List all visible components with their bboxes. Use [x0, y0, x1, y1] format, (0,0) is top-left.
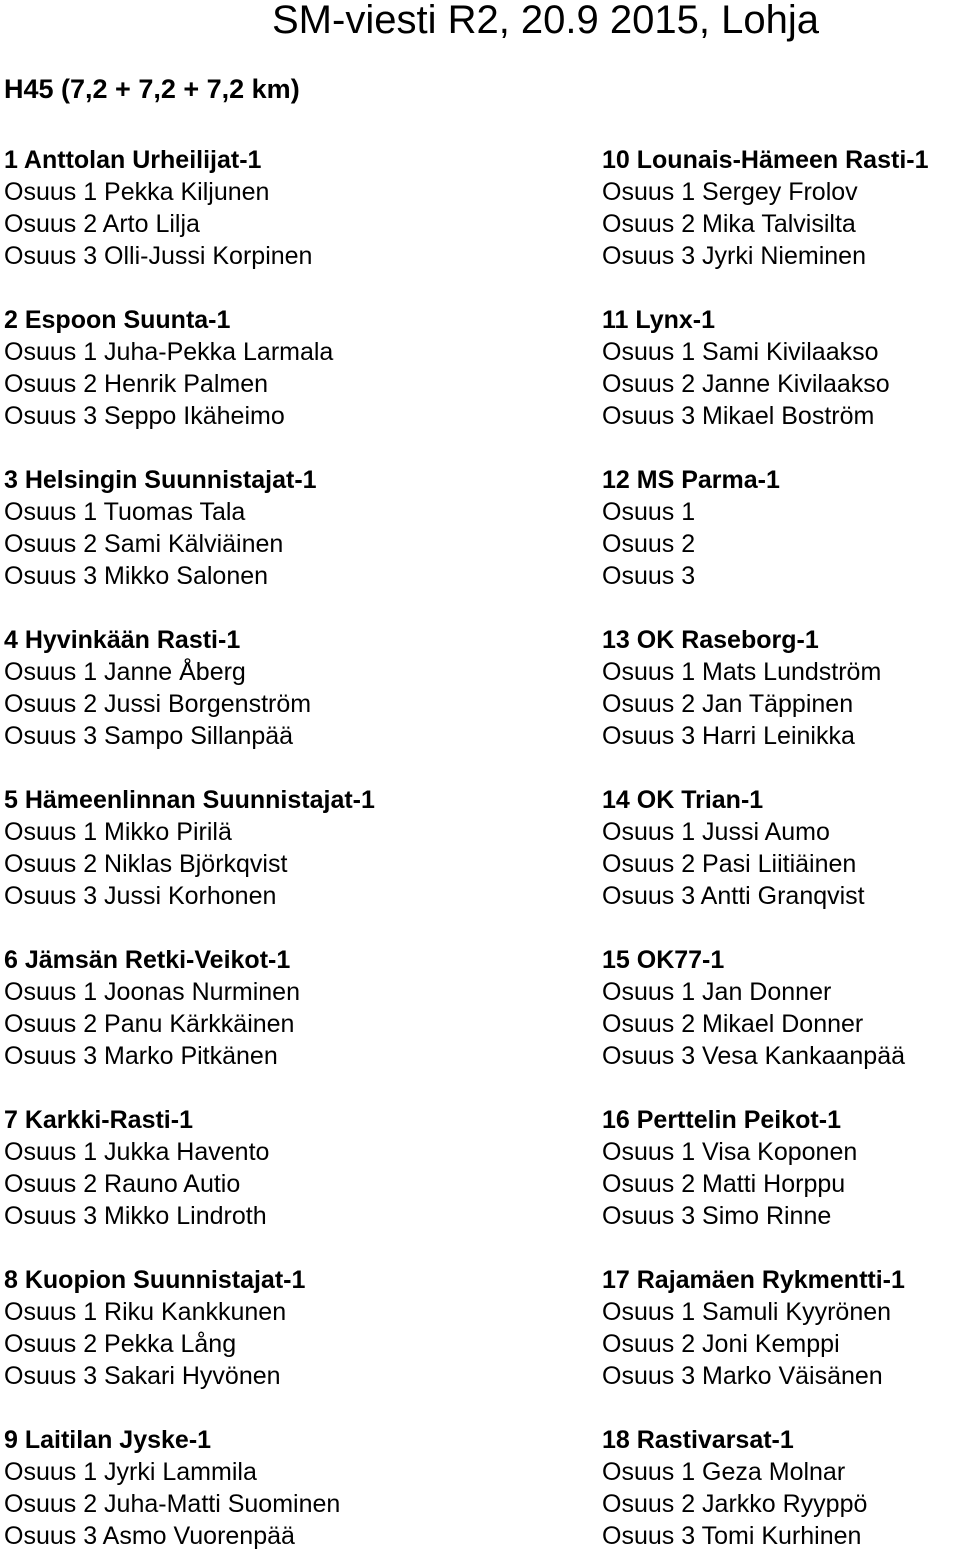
leg-runner: Osuus 1 Mikko Pirilä: [4, 818, 232, 846]
leg-runner: Osuus 1 Sergey Frolov: [602, 178, 858, 206]
leg-runner: Osuus 2 Janne Kivilaakso: [602, 370, 890, 398]
leg-runner: Osuus 2 Jarkko Ryyppö: [602, 1490, 868, 1518]
team-name: 5 Hämeenlinnan Suunnistajat-1: [4, 786, 375, 814]
leg-runner: Osuus 2 Joni Kemppi: [602, 1330, 840, 1358]
team-block: [602, 944, 960, 1072]
leg-runner: Osuus 2 Jan Täppinen: [602, 690, 854, 718]
team-name: 10 Lounais-Hämeen Rasti-1: [602, 146, 929, 174]
team-name: 3 Helsingin Suunnistajat-1: [4, 466, 317, 494]
leg-runner: Osuus 1 Jyrki Lammila: [4, 1458, 257, 1486]
leg-runner: Osuus 3 Jyrki Nieminen: [602, 242, 866, 270]
leg-runner: Osuus 2 Panu Kärkkäinen: [4, 1010, 295, 1038]
leg-runner: Osuus 3 Tomi Kurhinen: [602, 1522, 862, 1550]
team-name: 2 Espoon Suunta-1: [4, 306, 231, 334]
leg-runner: Osuus 2 Sami Kälviäinen: [4, 530, 284, 558]
leg-runner: Osuus 1 Geza Molnar: [602, 1458, 846, 1486]
leg-runner: Osuus 3 Jussi Korhonen: [4, 882, 277, 910]
team-block: [602, 1264, 960, 1392]
leg-runner: Osuus 1 Jussi Aumo: [602, 818, 830, 846]
leg-runner: Osuus 3 Asmo Vuorenpää: [4, 1522, 295, 1550]
team-name: 13 OK Raseborg-1: [602, 626, 819, 654]
team-name: 4 Hyvinkään Rasti-1: [4, 626, 241, 654]
leg-runner: Osuus 2 Niklas Björkqvist: [4, 850, 288, 878]
team-block: [4, 1424, 424, 1552]
leg-runner: Osuus 3 Vesa Kankaanpää: [602, 1042, 906, 1070]
leg-runner: Osuus 2 Mika Talvisilta: [602, 210, 856, 238]
leg-runner: Osuus 2 Pekka Lång: [4, 1330, 237, 1358]
leg-runner: Osuus 3 Mikko Salonen: [4, 562, 269, 590]
team-name: 18 Rastivarsat-1: [602, 1426, 794, 1454]
team-name: 12 MS Parma-1: [602, 466, 780, 494]
leg-runner: Osuus 1 Juha-Pekka Larmala: [4, 338, 334, 366]
leg-runner: Osuus 3 Mikko Lindroth: [4, 1202, 267, 1230]
leg-runner: Osuus 3 Marko Pitkänen: [4, 1042, 278, 1070]
team-block: [4, 1104, 424, 1232]
team-block: [4, 304, 424, 432]
leg-runner: Osuus 1: [602, 498, 696, 526]
team-name: 17 Rajamäen Rykmentti-1: [602, 1266, 905, 1294]
team-block: [4, 784, 424, 912]
class-heading: H45 (7,2 + 7,2 + 7,2 km): [4, 74, 300, 104]
leg-runner: Osuus 3 Antti Granqvist: [602, 882, 865, 910]
leg-runner: Osuus 1 Mats Lundström: [602, 658, 882, 686]
leg-runner: Osuus 2 Pasi Liitiäinen: [602, 850, 857, 878]
leg-runner: Osuus 3 Simo Rinne: [602, 1202, 832, 1230]
team-block: [602, 784, 960, 912]
leg-runner: Osuus 1 Visa Koponen: [602, 1138, 858, 1166]
leg-runner: Osuus 1 Sami Kivilaakso: [602, 338, 879, 366]
leg-runner: Osuus 1 Jukka Havento: [4, 1138, 270, 1166]
team-name: 8 Kuopion Suunnistajat-1: [4, 1266, 306, 1294]
page-title: SM-viesti R2, 20.9 2015, Lohja: [272, 0, 819, 42]
leg-runner: Osuus 2 Rauno Autio: [4, 1170, 241, 1198]
leg-runner: Osuus 1 Pekka Kiljunen: [4, 178, 270, 206]
leg-runner: Osuus 2 Juha-Matti Suominen: [4, 1490, 341, 1518]
leg-runner: Osuus 3 Sampo Sillanpää: [4, 722, 294, 750]
leg-runner: Osuus 3 Sakari Hyvönen: [4, 1362, 281, 1390]
leg-runner: Osuus 1 Tuomas Tala: [4, 498, 246, 526]
leg-runner: Osuus 2 Arto Lilja: [4, 210, 200, 238]
leg-runner: Osuus 3 Marko Väisänen: [602, 1362, 883, 1390]
leg-runner: Osuus 1 Janne Åberg: [4, 658, 246, 686]
team-block: [602, 144, 960, 272]
team-block: [4, 1264, 424, 1392]
team-block: [602, 1104, 960, 1232]
team-name: 14 OK Trian-1: [602, 786, 764, 814]
team-name: 6 Jämsän Retki-Veikot-1: [4, 946, 291, 974]
leg-runner: Osuus 2 Jussi Borgenström: [4, 690, 312, 718]
leg-runner: Osuus 3 Olli-Jussi Korpinen: [4, 242, 313, 270]
team-name: 16 Perttelin Peikot-1: [602, 1106, 841, 1134]
team-name: 11 Lynx-1: [602, 306, 716, 334]
leg-runner: Osuus 2: [602, 530, 696, 558]
team-block: [4, 464, 424, 592]
team-name: 9 Laitilan Jyske-1: [4, 1426, 212, 1454]
leg-runner: Osuus 3: [602, 562, 696, 590]
leg-runner: Osuus 3 Seppo Ikäheimo: [4, 402, 285, 430]
team-block: [4, 624, 424, 752]
team-name: 7 Karkki-Rasti-1: [4, 1106, 193, 1134]
leg-runner: Osuus 2 Matti Horppu: [602, 1170, 846, 1198]
team-block: [4, 144, 424, 272]
leg-runner: Osuus 3 Mikael Boström: [602, 402, 875, 430]
team-block: [602, 624, 960, 752]
leg-runner: Osuus 3 Harri Leinikka: [602, 722, 855, 750]
leg-runner: Osuus 2 Mikael Donner: [602, 1010, 864, 1038]
team-block: [602, 1424, 960, 1552]
leg-runner: Osuus 1 Joonas Nurminen: [4, 978, 300, 1006]
team-name: 15 OK77-1: [602, 946, 725, 974]
leg-runner: Osuus 1 Jan Donner: [602, 978, 832, 1006]
leg-runner: Osuus 1 Riku Kankkunen: [4, 1298, 287, 1326]
leg-runner: Osuus 2 Henrik Palmen: [4, 370, 269, 398]
team-block: [602, 304, 960, 432]
leg-runner: Osuus 1 Samuli Kyyrönen: [602, 1298, 892, 1326]
team-block: [4, 944, 424, 1072]
team-block: [602, 464, 960, 592]
team-name: 1 Anttolan Urheilijat-1: [4, 146, 262, 174]
